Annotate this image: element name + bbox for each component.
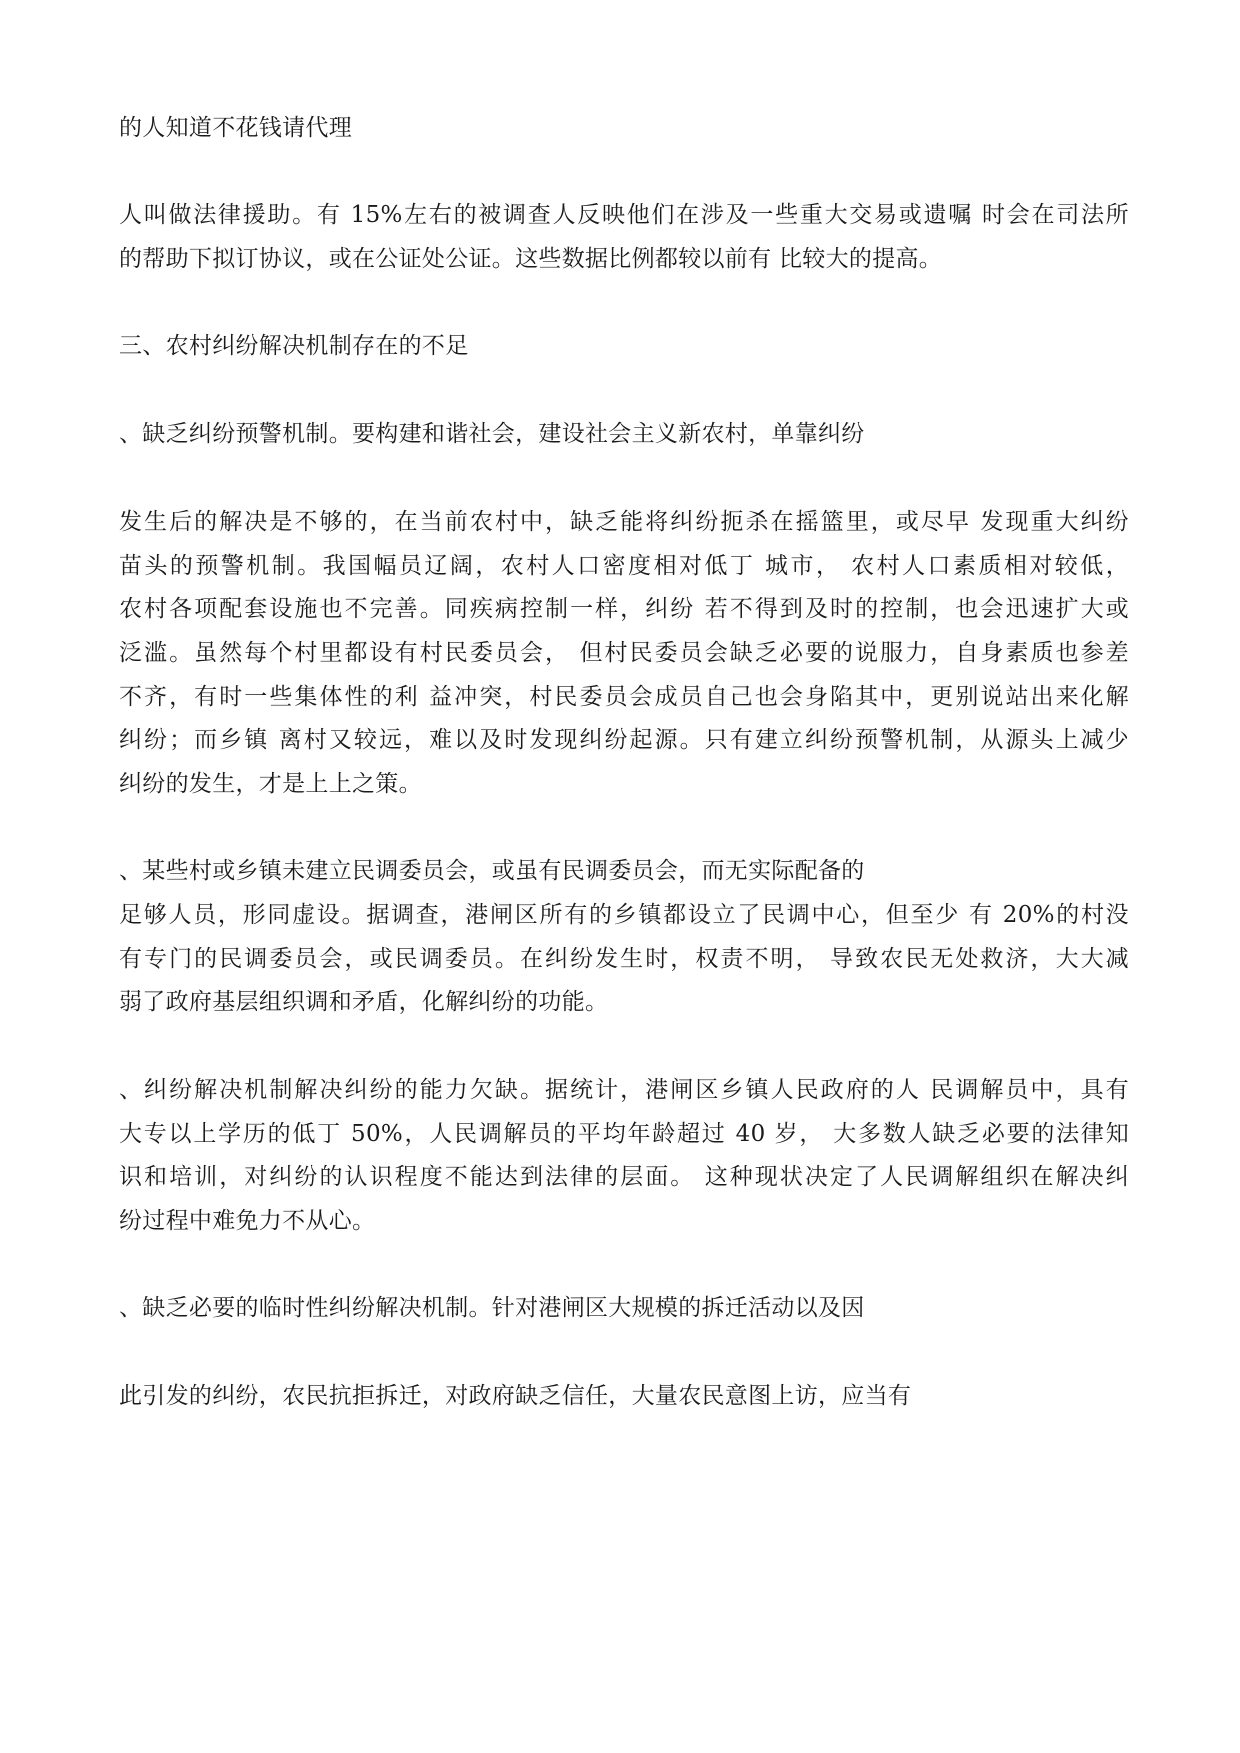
text-line: 的人知道不花钱请代理 bbox=[119, 115, 352, 141]
text-line: 纷过程中难免力不从心。 bbox=[119, 1208, 376, 1234]
text-line: 不齐，有时一些集体性的利 益冲突，村民委员会成员自己也会身陷其中，更别说站出来化解 bbox=[119, 684, 1129, 710]
text-line: 有专门的民调委员会，或民调委员。在纠纷发生时，权责不明， 导致农民无处救济，大大减 bbox=[119, 946, 1129, 972]
text-line: 、缺乏纠纷预警机制。要构建和谐社会，建设社会主义新农村，单靠纠纷 bbox=[119, 421, 865, 447]
text-line: 足够人员，形同虚设。据调查，港闸区所有的乡镇都设立了民调中心，但至少 有 20%的村没 bbox=[119, 902, 1129, 928]
text-line: 此引发的纠纷，农民抗拒拆迁，对政府缺乏信任，大量农民意图上访，应当有 bbox=[119, 1383, 912, 1409]
text-line: 纠纷；而乡镇 离村又较远，难以及时发现纠纷起源。只有建立纠纷预警机制，从源头上减少 bbox=[119, 727, 1129, 753]
text-line: 、缺乏必要的临时性纠纷解决机制。针对港闸区大规模的拆迁活动以及因 bbox=[119, 1295, 865, 1321]
text-line: 人叫做法律援助。有 15%左右的被调查人反映他们在涉及一些重大交易或遗嘱 时会在司法所 bbox=[119, 202, 1129, 228]
text-line: 大专以上学历的低丁 50%，人民调解员的平均年龄超过 40 岁， 大多数人缺乏必要的法律知 bbox=[119, 1121, 1129, 1147]
text-line: 纠纷的发生，才是上上之策。 bbox=[119, 771, 422, 797]
text-line: 、某些村或乡镇未建立民调委员会，或虽有民调委员会，而无实际配备的 bbox=[119, 858, 865, 884]
text-line: 的帮助下拟订协议，或在公证处公证。这些数据比例都较以前有 比较大的提高。 bbox=[119, 246, 943, 272]
text-line: 弱了政府基层组织调和矛盾，化解纠纷的功能。 bbox=[119, 989, 609, 1015]
section-heading: 三、农村纠纷解决机制存在的不足 bbox=[119, 333, 469, 359]
text-line: 泛滥。虽然每个村里都设有村民委员会， 但村民委员会缺乏必要的说服力，自身素质也参差 bbox=[119, 640, 1129, 666]
text-line: 发生后的解决是不够的，在当前农村中，缺乏能将纠纷扼杀在摇篮里，或尽早 发现重大纠纷 bbox=[119, 509, 1129, 535]
text-line: 识和培训，对纠纷的认识程度不能达到法律的层面。 这种现状决定了人民调解组织在解决纠 bbox=[119, 1164, 1129, 1190]
text-line: 苗头的预警机制。我国幅员辽阔，农村人口密度相对低丁 城市， 农村人口素质相对较低， bbox=[119, 553, 1129, 579]
text-line: 农村各项配套设施也不完善。同疾病控制一样，纠纷 若不得到及时的控制，也会迅速扩大或 bbox=[119, 596, 1129, 622]
text-line: 、纠纷解决机制解决纠纷的能力欠缺。据统计，港闸区乡镇人民政府的人 民调解员中，具有 bbox=[119, 1077, 1129, 1103]
